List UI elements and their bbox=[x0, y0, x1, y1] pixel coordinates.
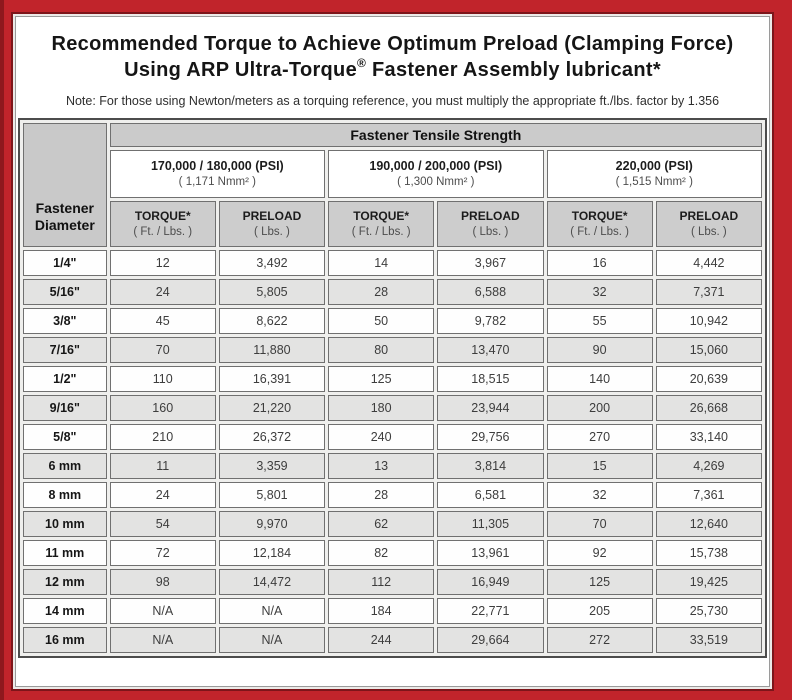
cell-value: 184 bbox=[328, 598, 434, 624]
cell-value: 54 bbox=[110, 511, 216, 537]
row-diameter: 14 mm bbox=[23, 598, 107, 624]
corner-header-fastener-diameter: Fastener Diameter bbox=[23, 123, 107, 247]
col-header-preload-1: PRELOAD ( Lbs. ) bbox=[219, 201, 325, 247]
title-line1: Recommended Torque to Achieve Optimum Preload (Clamping Force) bbox=[51, 33, 734, 55]
cell-value: 14 bbox=[328, 250, 434, 276]
table-row bbox=[23, 540, 762, 566]
cell-value: 23,944 bbox=[437, 395, 543, 421]
column-header-row bbox=[23, 201, 762, 247]
psi-header-190-200: 190,000 / 200,000 (PSI) ( 1,300 Nmm² ) bbox=[328, 150, 543, 198]
cell-value: 5,801 bbox=[219, 482, 325, 508]
cell-value: 3,359 bbox=[219, 453, 325, 479]
cell-value: 33,140 bbox=[656, 424, 762, 450]
cell-value: 32 bbox=[547, 482, 653, 508]
cell-value: N/A bbox=[110, 598, 216, 624]
row-diameter: 12 mm bbox=[23, 569, 107, 595]
cell-value: 160 bbox=[110, 395, 216, 421]
cell-value: 4,269 bbox=[656, 453, 762, 479]
cell-value: 125 bbox=[547, 569, 653, 595]
cell-value: 20,639 bbox=[656, 366, 762, 392]
table-row bbox=[23, 279, 762, 305]
cell-value: 72 bbox=[110, 540, 216, 566]
cell-value: 244 bbox=[328, 627, 434, 653]
cell-value: 270 bbox=[547, 424, 653, 450]
table-row bbox=[23, 627, 762, 653]
cell-value: 140 bbox=[547, 366, 653, 392]
cell-value: 45 bbox=[110, 308, 216, 334]
row-diameter: 6 mm bbox=[23, 453, 107, 479]
cell-value: N/A bbox=[219, 598, 325, 624]
cell-value: 180 bbox=[328, 395, 434, 421]
cell-value: 112 bbox=[328, 569, 434, 595]
cell-value: 24 bbox=[110, 482, 216, 508]
cell-value: 10,942 bbox=[656, 308, 762, 334]
table-row bbox=[23, 366, 762, 392]
cell-value: 11 bbox=[110, 453, 216, 479]
cell-value: 110 bbox=[110, 366, 216, 392]
cell-value: 8,622 bbox=[219, 308, 325, 334]
cell-value: 29,664 bbox=[437, 627, 543, 653]
cell-value: N/A bbox=[219, 627, 325, 653]
table-row bbox=[23, 511, 762, 537]
row-diameter: 7/16" bbox=[23, 337, 107, 363]
cell-value: 22,771 bbox=[437, 598, 543, 624]
row-diameter: 11 mm bbox=[23, 540, 107, 566]
cell-value: 16 bbox=[547, 250, 653, 276]
col-header-torque-2: TORQUE* ( Ft. / Lbs. ) bbox=[328, 201, 434, 247]
cell-value: 26,372 bbox=[219, 424, 325, 450]
cell-value: 28 bbox=[328, 279, 434, 305]
cell-value: 70 bbox=[547, 511, 653, 537]
table-row bbox=[23, 569, 762, 595]
cell-value: 125 bbox=[328, 366, 434, 392]
cell-value: 12,640 bbox=[656, 511, 762, 537]
cell-value: 15,060 bbox=[656, 337, 762, 363]
row-diameter: 1/2" bbox=[23, 366, 107, 392]
cell-value: 13,470 bbox=[437, 337, 543, 363]
row-diameter: 9/16" bbox=[23, 395, 107, 421]
cell-value: N/A bbox=[110, 627, 216, 653]
table-row bbox=[23, 250, 762, 276]
psi-header-row bbox=[23, 150, 762, 198]
cell-value: 12 bbox=[110, 250, 216, 276]
cell-value: 28 bbox=[328, 482, 434, 508]
cell-value: 24 bbox=[110, 279, 216, 305]
conversion-note: Note: For those using Newton/meters as a torquing reference, you must multiply the appropriate ft./lbs. factor by 1.356 bbox=[65, 93, 720, 108]
cell-value: 33,519 bbox=[656, 627, 762, 653]
table-row bbox=[23, 598, 762, 624]
cell-value: 11,880 bbox=[219, 337, 325, 363]
cell-value: 16,949 bbox=[437, 569, 543, 595]
cell-value: 18,515 bbox=[437, 366, 543, 392]
table-body bbox=[23, 250, 762, 653]
cell-value: 80 bbox=[328, 337, 434, 363]
cell-value: 3,492 bbox=[219, 250, 325, 276]
cell-value: 25,730 bbox=[656, 598, 762, 624]
cell-value: 210 bbox=[110, 424, 216, 450]
page-title bbox=[24, 31, 761, 84]
col-header-preload-2: PRELOAD ( Lbs. ) bbox=[437, 201, 543, 247]
psi-header-170-180: 170,000 / 180,000 (PSI) ( 1,171 Nmm² ) bbox=[110, 150, 325, 198]
cell-value: 3,814 bbox=[437, 453, 543, 479]
cell-value: 5,805 bbox=[219, 279, 325, 305]
cell-value: 6,581 bbox=[437, 482, 543, 508]
cell-value: 205 bbox=[547, 598, 653, 624]
cell-value: 21,220 bbox=[219, 395, 325, 421]
cell-value: 14,472 bbox=[219, 569, 325, 595]
cell-value: 272 bbox=[547, 627, 653, 653]
row-diameter: 16 mm bbox=[23, 627, 107, 653]
registered-trademark-symbol: ® bbox=[357, 55, 367, 70]
title-block bbox=[18, 19, 767, 118]
table-row bbox=[23, 308, 762, 334]
cell-value: 9,970 bbox=[219, 511, 325, 537]
cell-value: 26,668 bbox=[656, 395, 762, 421]
cell-value: 13 bbox=[328, 453, 434, 479]
col-header-preload-3: PRELOAD ( Lbs. ) bbox=[656, 201, 762, 247]
cell-value: 11,305 bbox=[437, 511, 543, 537]
cell-value: 12,184 bbox=[219, 540, 325, 566]
cell-value: 29,756 bbox=[437, 424, 543, 450]
col-header-torque-3: TORQUE* ( Ft. / Lbs. ) bbox=[547, 201, 653, 247]
cell-value: 9,782 bbox=[437, 308, 543, 334]
document-sheet bbox=[15, 16, 770, 687]
row-diameter: 8 mm bbox=[23, 482, 107, 508]
table-row bbox=[23, 424, 762, 450]
table-row bbox=[23, 337, 762, 363]
cell-value: 15,738 bbox=[656, 540, 762, 566]
cell-value: 62 bbox=[328, 511, 434, 537]
table-row bbox=[23, 482, 762, 508]
psi-header-220: 220,000 (PSI) ( 1,515 Nmm² ) bbox=[547, 150, 763, 198]
banner-row bbox=[23, 123, 762, 147]
row-diameter: 1/4" bbox=[23, 250, 107, 276]
cell-value: 70 bbox=[110, 337, 216, 363]
cell-value: 7,361 bbox=[656, 482, 762, 508]
cell-value: 4,442 bbox=[656, 250, 762, 276]
cell-value: 50 bbox=[328, 308, 434, 334]
cell-value: 82 bbox=[328, 540, 434, 566]
row-diameter: 10 mm bbox=[23, 511, 107, 537]
title-line2: Using ARP Ultra-Torque® Fastener Assembly lubricant* bbox=[124, 55, 661, 82]
cell-value: 240 bbox=[328, 424, 434, 450]
row-diameter: 5/16" bbox=[23, 279, 107, 305]
cell-value: 92 bbox=[547, 540, 653, 566]
cell-value: 32 bbox=[547, 279, 653, 305]
tensile-strength-banner: Fastener Tensile Strength bbox=[110, 123, 762, 147]
cell-value: 200 bbox=[547, 395, 653, 421]
cell-value: 98 bbox=[110, 569, 216, 595]
cell-value: 3,967 bbox=[437, 250, 543, 276]
cell-value: 90 bbox=[547, 337, 653, 363]
table-row bbox=[23, 395, 762, 421]
table-row bbox=[23, 453, 762, 479]
cell-value: 7,371 bbox=[656, 279, 762, 305]
cell-value: 19,425 bbox=[656, 569, 762, 595]
cell-value: 15 bbox=[547, 453, 653, 479]
torque-spec-table bbox=[18, 118, 767, 658]
cell-value: 55 bbox=[547, 308, 653, 334]
row-diameter: 3/8" bbox=[23, 308, 107, 334]
row-diameter: 5/8" bbox=[23, 424, 107, 450]
cell-value: 16,391 bbox=[219, 366, 325, 392]
cell-value: 6,588 bbox=[437, 279, 543, 305]
cell-value: 13,961 bbox=[437, 540, 543, 566]
col-header-torque-1: TORQUE* ( Ft. / Lbs. ) bbox=[110, 201, 216, 247]
